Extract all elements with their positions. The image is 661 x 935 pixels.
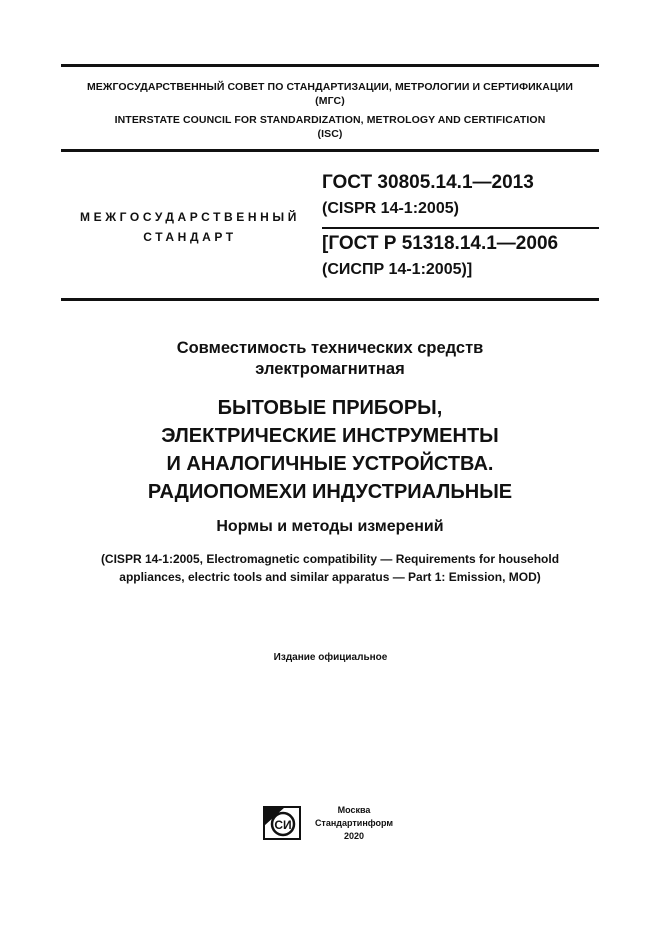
main-title-line-1: БЫТОВЫЕ ПРИБОРЫ,	[217, 397, 443, 419]
middle-rule	[61, 149, 599, 152]
logo-letters: СИ	[274, 818, 292, 832]
main-title-line-2: ЭЛЕКТРИЧЕСКИЕ ИНСТРУМЕНТЫ	[161, 425, 499, 447]
gost-r-number: [ГОСТ Р 51318.14.1—2006	[322, 233, 559, 254]
publication-year: 2020	[343, 831, 365, 841]
bottom-rule	[61, 298, 599, 301]
norms-subtitle: Нормы и методы измерений	[216, 518, 444, 535]
main-title	[40, 394, 620, 506]
council-header	[61, 80, 599, 141]
cispr-equivalence	[40, 550, 620, 586]
sispr-reference: (СИСПР 14-1:2005)]	[322, 261, 473, 278]
publisher-name: Стандартинформ	[314, 818, 394, 828]
subject-line-2: электромагнитная	[255, 360, 405, 378]
cispr-line-1: (CISPR 14-1:2005, Electromagnetic compatibility — Requirements for household	[100, 552, 560, 566]
standard-type-label	[70, 207, 310, 247]
gost-number: ГОСТ 30805.14.1—2013	[322, 172, 534, 193]
standartinform-logo-icon	[263, 806, 301, 840]
standard-type-line1: МЕЖГОСУДАРСТВЕННЫЙ	[80, 210, 300, 224]
council-name-en: INTERSTATE COUNCIL FOR STANDARDIZATION, METROLOGY AND CERTIFICATION	[114, 114, 546, 126]
publisher-city: Москва	[337, 805, 371, 815]
cispr-line-2: appliances, electric tools and similar apparatus — Part 1: Emission, MOD)	[119, 570, 541, 584]
council-abbr-en: (ISC)	[317, 128, 343, 140]
publisher-block	[263, 804, 403, 844]
designation-divider	[322, 227, 599, 229]
edition-note: Издание официальное	[273, 652, 388, 663]
top-rule	[61, 64, 599, 67]
cispr-reference: (CISPR 14-1:2005)	[322, 200, 459, 217]
council-abbr-ru: (МГС)	[315, 95, 345, 107]
subject-line-1: Совместимость технических средств	[176, 339, 484, 357]
standard-type-line2: СТАНДАРТ	[143, 230, 237, 244]
council-name-ru: МЕЖГОСУДАРСТВЕННЫЙ СОВЕТ ПО СТАНДАРТИЗАЦИИ, МЕТРОЛОГИИ И СЕРТИФИКАЦИИ	[86, 81, 574, 93]
subject-title	[40, 338, 620, 380]
main-title-line-3: И АНАЛОГИЧНЫЕ УСТРОЙСТВА.	[166, 453, 494, 475]
main-title-line-4: РАДИОПОМЕХИ ИНДУСТРИАЛЬНЫЕ	[147, 481, 513, 503]
document-title	[40, 338, 620, 586]
publisher-imprint	[307, 804, 401, 843]
